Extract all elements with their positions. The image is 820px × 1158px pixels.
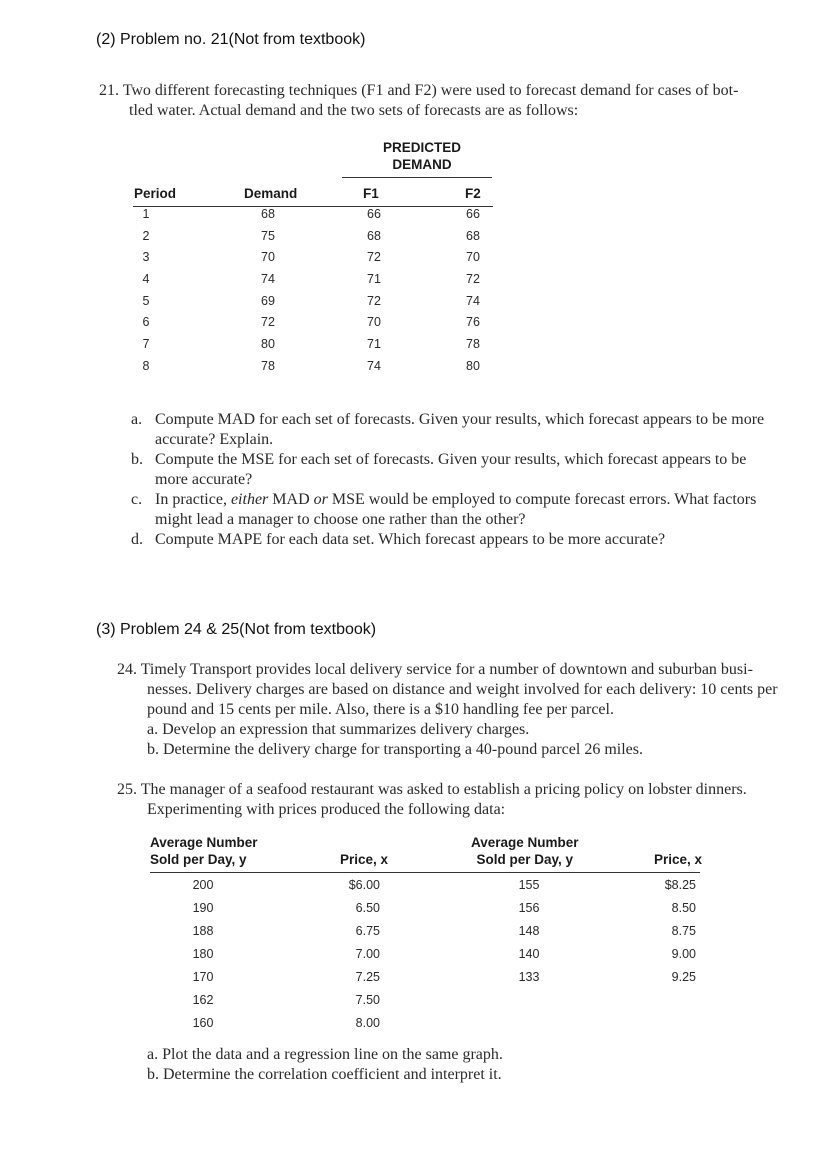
question-21c-post: MSE would be employed to compute forecast errors. What factors [327, 491, 757, 508]
price-cell: 8.00 [355, 1016, 380, 1030]
period-cell: 4 [142, 272, 150, 287]
question-21c [131, 490, 820, 530]
demand-cell: 72 [261, 315, 275, 330]
price-cell: 6.75 [355, 924, 380, 938]
question-21d [131, 530, 820, 550]
sold-per-day-cell: 162 [192, 993, 214, 1007]
period-cell: 8 [142, 358, 150, 373]
problem-24 [117, 660, 820, 760]
question-21c-line2: might lead a manager to choose one rather than the other? [155, 511, 526, 528]
period-cell: 5 [142, 293, 150, 308]
price-cell: 9.25 [671, 970, 696, 984]
f2-cell: 66 [466, 207, 480, 221]
period-cell: 7 [142, 337, 150, 352]
right-price-column [646, 874, 696, 989]
price-cell: $6.00 [348, 878, 380, 892]
question-21c-either: either [230, 491, 269, 508]
problem-21-intro-line1: Two different forecasting techniques (F1 and F2) were used to forecast demand for cases of bot- [122, 82, 739, 99]
predicted-header-line1: PREDICTED [382, 140, 461, 155]
f2-cell: 68 [466, 228, 480, 243]
right-avg-number-header [471, 834, 579, 868]
f1-cell: 70 [367, 315, 381, 330]
sold-per-day-cell: 140 [518, 947, 540, 961]
col-f2-header: F2 [465, 186, 481, 201]
price-cell: 7.25 [355, 970, 380, 984]
period-cell: 3 [142, 250, 150, 265]
col-period-header: Period [134, 186, 177, 201]
left-avg-header-line2: Sold per Day, y [150, 852, 247, 867]
price-cell: 8.75 [671, 924, 696, 938]
question-21c-label: c. [131, 491, 143, 508]
price-cell: 7.50 [355, 993, 380, 1007]
f1-cell: 71 [367, 272, 381, 287]
problem-24-qa: a. Develop an expression that summarizes delivery charges. [147, 721, 530, 738]
problem-24-number: 24. [117, 661, 137, 678]
sold-per-day-cell: 170 [192, 970, 214, 984]
price-cell: 8.50 [671, 901, 696, 915]
f2-cell: 78 [466, 337, 480, 352]
left-price-column [330, 874, 380, 1035]
sold-per-day-cell: 148 [518, 924, 540, 938]
problem-25-questions [147, 1045, 503, 1085]
demand-cell: 80 [261, 337, 275, 352]
f1-column [359, 204, 389, 378]
left-sold-column [188, 874, 218, 1035]
right-sold-column [514, 874, 544, 989]
price-cell: $8.25 [664, 878, 696, 892]
col-demand-header: Demand [244, 186, 298, 201]
f1-cell: 68 [367, 228, 381, 243]
f1-cell: 66 [367, 207, 381, 221]
problem-21-questions [131, 410, 820, 550]
demand-cell: 75 [261, 228, 275, 243]
left-avg-header-line1: Average Number [150, 835, 258, 850]
sold-per-day-cell: 133 [518, 970, 540, 984]
sold-per-day-cell: 200 [192, 878, 214, 892]
question-21d-label: d. [131, 531, 143, 548]
sold-per-day-cell: 188 [192, 924, 214, 938]
sold-per-day-cell: 190 [192, 901, 214, 915]
question-21d-line1: Compute MAPE for each data set. Which forecast appears to be more accurate? [155, 531, 666, 548]
left-avg-number-header [150, 834, 258, 868]
predicted-header-line2: DEMAND [392, 157, 452, 172]
problem-25 [117, 780, 817, 820]
f1-cell: 71 [367, 337, 381, 352]
price-cell: 7.00 [355, 947, 380, 961]
right-avg-header-line1: Average Number [471, 835, 579, 850]
demand-cell: 70 [261, 250, 275, 265]
price-cell: 9.00 [671, 947, 696, 961]
problem-25-line1: The manager of a seafood restaurant was asked to establish a pricing policy on lobster dinners. [140, 781, 747, 798]
question-21b-line2: more accurate? [155, 471, 253, 488]
f1-cell: 72 [367, 293, 381, 308]
predicted-demand-header [372, 139, 472, 173]
period-cell: 6 [142, 315, 150, 330]
question-25a: a. Plot the data and a regression line on the same graph. [147, 1046, 503, 1063]
problem-21-number: 21. [99, 82, 119, 99]
period-cell: 1 [142, 207, 150, 221]
question-21a [131, 410, 820, 450]
predicted-header-rule [342, 177, 492, 178]
demand-cell: 68 [261, 207, 275, 221]
problem-24-line3: pound and 15 cents per mile. Also, there is a $10 handling fee per parcel. [147, 701, 614, 718]
f1-cell: 72 [367, 250, 381, 265]
f2-cell: 76 [466, 315, 480, 330]
problem-21-intro [99, 81, 814, 121]
right-avg-header-line2: Sold per Day, y [476, 852, 574, 867]
price-cell: 6.50 [355, 901, 380, 915]
period-column [136, 204, 156, 378]
table-25-header-rule [150, 872, 700, 873]
problem-24-line1: Timely Transport provides local delivery service for a number of downtown and suburban busi- [140, 661, 753, 678]
question-21a-line1: Compute MAD for each set of forecasts. Given your results, which forecast appears to be more [155, 411, 765, 428]
demand-cell: 74 [261, 272, 275, 287]
col-f1-header: F1 [363, 186, 379, 201]
table-21-header-rule [133, 206, 493, 207]
f2-column [458, 204, 488, 378]
section-3-heading: (3) Problem 24 & 25(Not from textbook) [96, 621, 377, 638]
problem-24-line2: nesses. Delivery charges are based on distance and weight involved for each delivery: 10 cents per [147, 681, 778, 698]
demand-cell: 69 [261, 293, 275, 308]
right-price-header: Price, x [654, 852, 703, 867]
left-price-header: Price, x [340, 852, 389, 867]
question-21c-pre: In practice, [155, 491, 231, 508]
sold-per-day-cell: 156 [518, 901, 540, 915]
problem-25-number: 25. [117, 781, 137, 798]
period-cell: 2 [142, 228, 150, 243]
sold-per-day-cell: 160 [192, 1016, 214, 1030]
question-21c-mid: MAD [268, 491, 314, 508]
question-21b-line1: Compute the MSE for each set of forecasts. Given your results, which forecast appears to be [155, 451, 747, 468]
question-21c-or: or [313, 491, 328, 508]
problem-25-line2: Experimenting with prices produced the following data: [147, 801, 506, 818]
section-2-heading: (2) Problem no. 21(Not from textbook) [96, 31, 366, 48]
f2-cell: 74 [466, 293, 480, 308]
question-21a-line2: accurate? Explain. [155, 431, 274, 448]
question-21b-label: b. [131, 451, 143, 468]
demand-column [253, 204, 283, 378]
problem-24-qb: b. Determine the delivery charge for transporting a 40-pound parcel 26 miles. [147, 741, 643, 758]
demand-cell: 78 [261, 358, 275, 373]
f2-cell: 72 [466, 272, 480, 287]
f2-cell: 80 [466, 358, 480, 373]
question-25b: b. Determine the correlation coefficient and interpret it. [147, 1066, 502, 1083]
question-21b [131, 450, 820, 490]
question-21a-label: a. [131, 411, 143, 428]
f2-cell: 70 [466, 250, 480, 265]
f1-cell: 74 [367, 358, 381, 373]
sold-per-day-cell: 180 [192, 947, 214, 961]
problem-21-intro-line2: tled water. Actual demand and the two sets of forecasts are as follows: [129, 102, 579, 119]
sold-per-day-cell: 155 [518, 878, 540, 892]
